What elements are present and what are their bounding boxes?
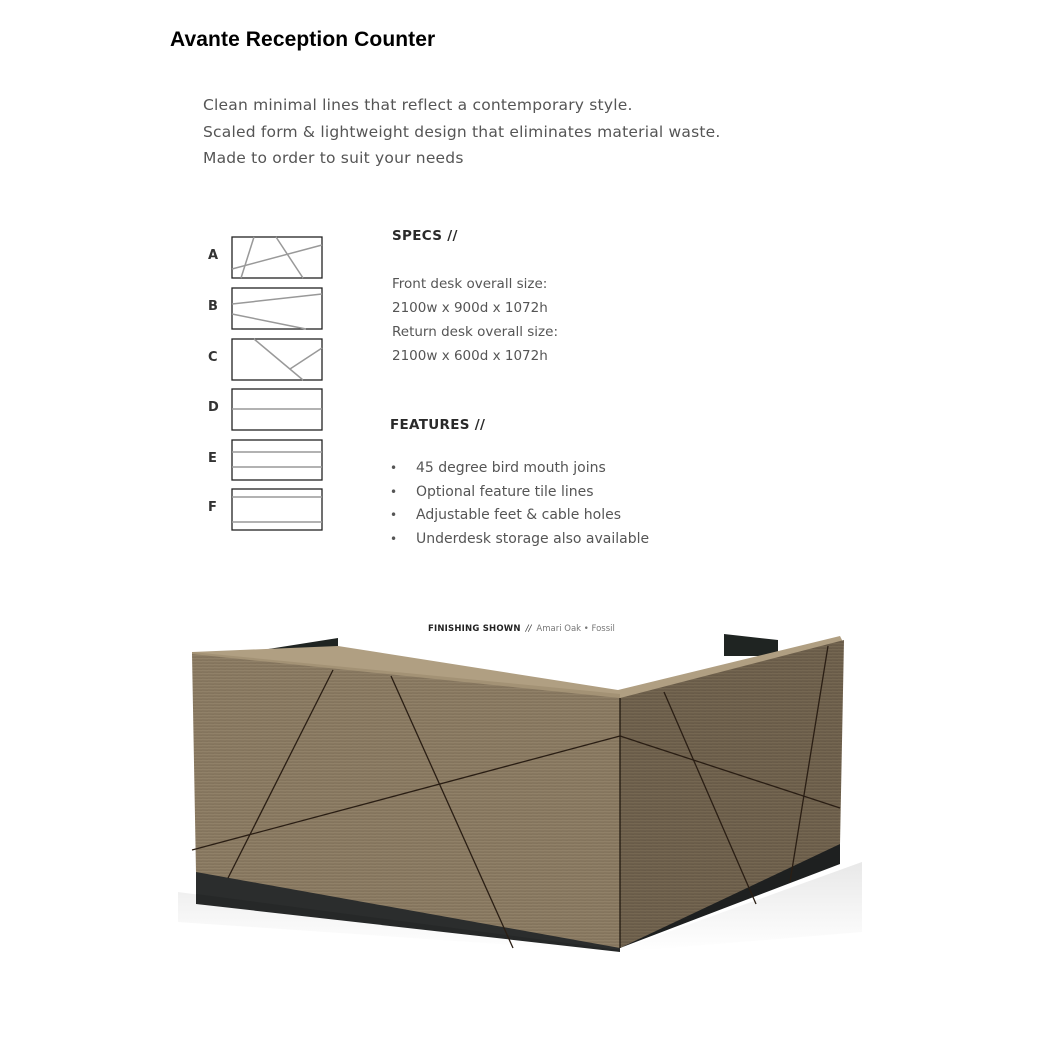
feature-text: Adjustable feet & cable holes <box>416 507 621 523</box>
bullet-icon: • <box>390 461 398 475</box>
tile-option-c <box>208 338 328 380</box>
tile-option-d <box>208 388 328 430</box>
intro-text <box>203 92 721 172</box>
tile-label: C <box>208 350 218 365</box>
tile-pattern-a-icon <box>231 236 323 279</box>
tile-option-e <box>208 439 328 481</box>
intro-line: Clean minimal lines that reflect a contemporary style. <box>203 96 633 114</box>
feature-item <box>390 528 649 552</box>
spec-line: 2100w x 900d x 1072h <box>392 300 548 316</box>
tile-label: B <box>208 299 218 314</box>
bullet-icon: • <box>390 508 398 522</box>
reception-desk-image <box>178 632 862 952</box>
feature-text: Optional feature tile lines <box>416 483 594 500</box>
feature-item <box>390 481 649 505</box>
feature-text: 45 degree bird mouth joins <box>416 460 606 476</box>
features-list <box>390 457 649 551</box>
tile-pattern-d-icon <box>231 388 323 431</box>
specs-list <box>392 272 558 368</box>
tile-option-f <box>208 488 328 530</box>
bullet-icon: • <box>390 484 398 499</box>
finishing-value: Amari Oak • Fossil <box>536 624 615 634</box>
intro-line: Scaled form & lightweight design that eliminates material waste. <box>203 122 721 141</box>
spec-line: Front desk overall size: <box>392 276 548 292</box>
feature-item <box>390 457 649 481</box>
finishing-separator: // <box>525 624 532 634</box>
tile-label: A <box>208 248 219 263</box>
intro-line: Made to order to suit your needs <box>203 149 464 167</box>
specs-heading: SPECS // <box>392 228 458 244</box>
features-heading: FEATURES // <box>390 417 486 433</box>
tile-option-a <box>208 236 328 278</box>
tile-label: E <box>208 451 217 466</box>
feature-item <box>390 504 649 528</box>
spec-line: Return desk overall size: <box>392 324 559 340</box>
tile-pattern-e-icon <box>231 439 323 482</box>
features-section <box>390 417 649 551</box>
tile-option-b <box>208 287 328 329</box>
tile-pattern-b-icon <box>231 287 323 330</box>
feature-text: Underdesk storage also available <box>416 530 650 547</box>
page-title: Avante Reception Counter <box>170 28 436 51</box>
tile-pattern-f-icon <box>231 488 323 531</box>
spec-line: 2100w x 600d x 1072h <box>392 348 548 364</box>
tile-label: D <box>208 400 219 415</box>
finishing-label: FINISHING SHOWN <box>428 624 521 634</box>
specs-section <box>392 228 558 368</box>
tile-label: F <box>208 500 217 515</box>
tile-pattern-c-icon <box>231 338 323 381</box>
bullet-icon: • <box>390 531 398 546</box>
